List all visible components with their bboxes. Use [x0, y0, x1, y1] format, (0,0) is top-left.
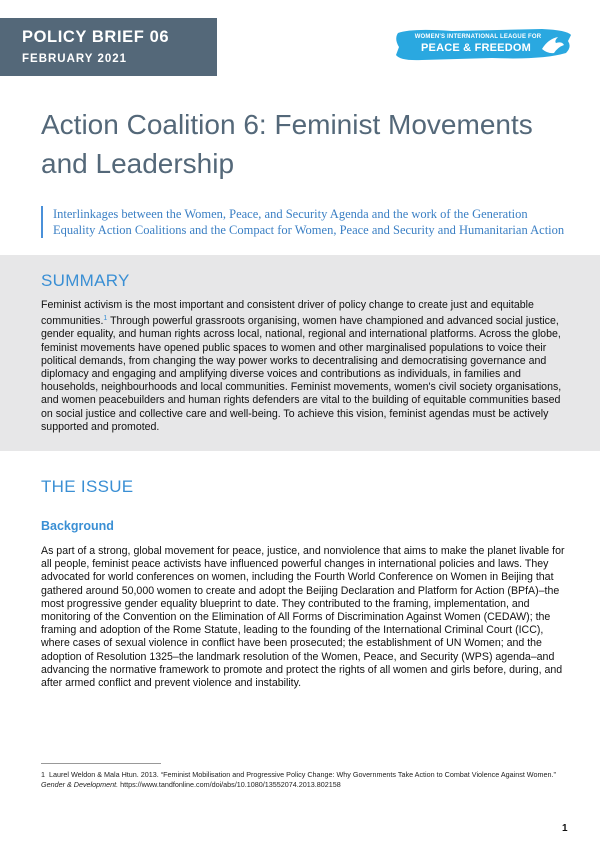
document-title: Action Coalition 6: Feminist Movements and Leadership — [41, 109, 533, 179]
summary-heading: SUMMARY — [41, 271, 130, 290]
background-paragraph: As part of a strong, global movement for peace, justice, and nonviolence that aims to make the planet livable for all people, feminist peace activists have influenced powerful changes in international policies and laws. They advocated for world conferences on women, including the Fourth World Conference on Women in Beijing that gathered around 50,000 women to create and adopt the Beijing Declaration and Platform for Action (BPfA)–the most progressive gender equality blueprint to date. They contributed to the framing, implementation, and monitoring of the Convention on the Elimination of All Forms of Discrimination Against Women (CEDAW); the framing and adoption of the Rome Statute, leading to the founding of the International Criminal Court (ICC), where cases of sexual violence in conflict have been prosecuted; the establishment of UN Women; and the adoption of Resolution 1325–the landmark resolution of the Women, Peace, and Security (WPS) agenda–and advancing the normative framework to promote and protect the rights of all women and girls before, during, and after armed conflict and prevent violence and instability. — [41, 545, 565, 690]
issue-heading: THE ISSUE — [41, 477, 134, 496]
policy-brief-header — [0, 18, 217, 76]
summary-section — [0, 255, 600, 451]
footnote — [41, 770, 571, 790]
footnote-url[interactable]: https://www.tandfonline.com/doi/abs/10.1080/13552074.2013.802158 — [118, 780, 341, 789]
page-number: 1 — [562, 823, 568, 834]
brief-date: FEBRUARY 2021 — [22, 53, 128, 65]
footnote-journal: Gender & Development. — [41, 780, 119, 789]
footnote-reference[interactable]: 1 — [103, 315, 108, 323]
summary-text-rest: Through powerful grassroots organising, women have championed and advanced social justice, gender equality, and human rights across local, national, regional and international platforms. Across the globe, feminist movements have opened public spaces to women and other marginalised populations to voice their political demands, from changing the way power works to decentralising and democratising governance and diplomacy and engaging and amplifying diverse voices and contributions as individuals, in families and households, neighbourhoods and local communities. Feminist movements, women's civil society organisations, and women peacebuilders and human rights defenders are vital to the building of equitable communities based on social justice and collective care and well-being. To achieve this vision, feminist agendas must be actively supported and promoted. — [41, 315, 562, 433]
logo-line-1: WOMEN'S INTERNATIONAL LEAGUE FOR — [414, 34, 542, 40]
footnote-text: Laurel Weldon & Mala Htun. 2013. “Feminist Mobilisation and Progressive Policy Change: Why Governments Take Action to Combat Violence Against Women.” — [49, 770, 556, 779]
footnote-divider — [41, 763, 161, 764]
logo-line-2: PEACE & FREEDOM — [421, 42, 531, 54]
wilpf-logo[interactable] — [392, 27, 574, 63]
summary-paragraph — [41, 299, 571, 434]
footnote-number: 1 — [41, 770, 45, 779]
document-subtitle: Interlinkages between the Women, Peace, and Security Agenda and the work of the Generation Equality Action Coalitions and the Compact for Women, Peace and Security and Humanitarian Action — [41, 206, 571, 238]
summary-text-start: Feminist activism is the most important and consistent driver of policy change to create just and equitable communities. — [41, 299, 534, 328]
background-subheading: Background — [41, 519, 114, 533]
brief-label: POLICY BRIEF 06 — [22, 28, 170, 46]
